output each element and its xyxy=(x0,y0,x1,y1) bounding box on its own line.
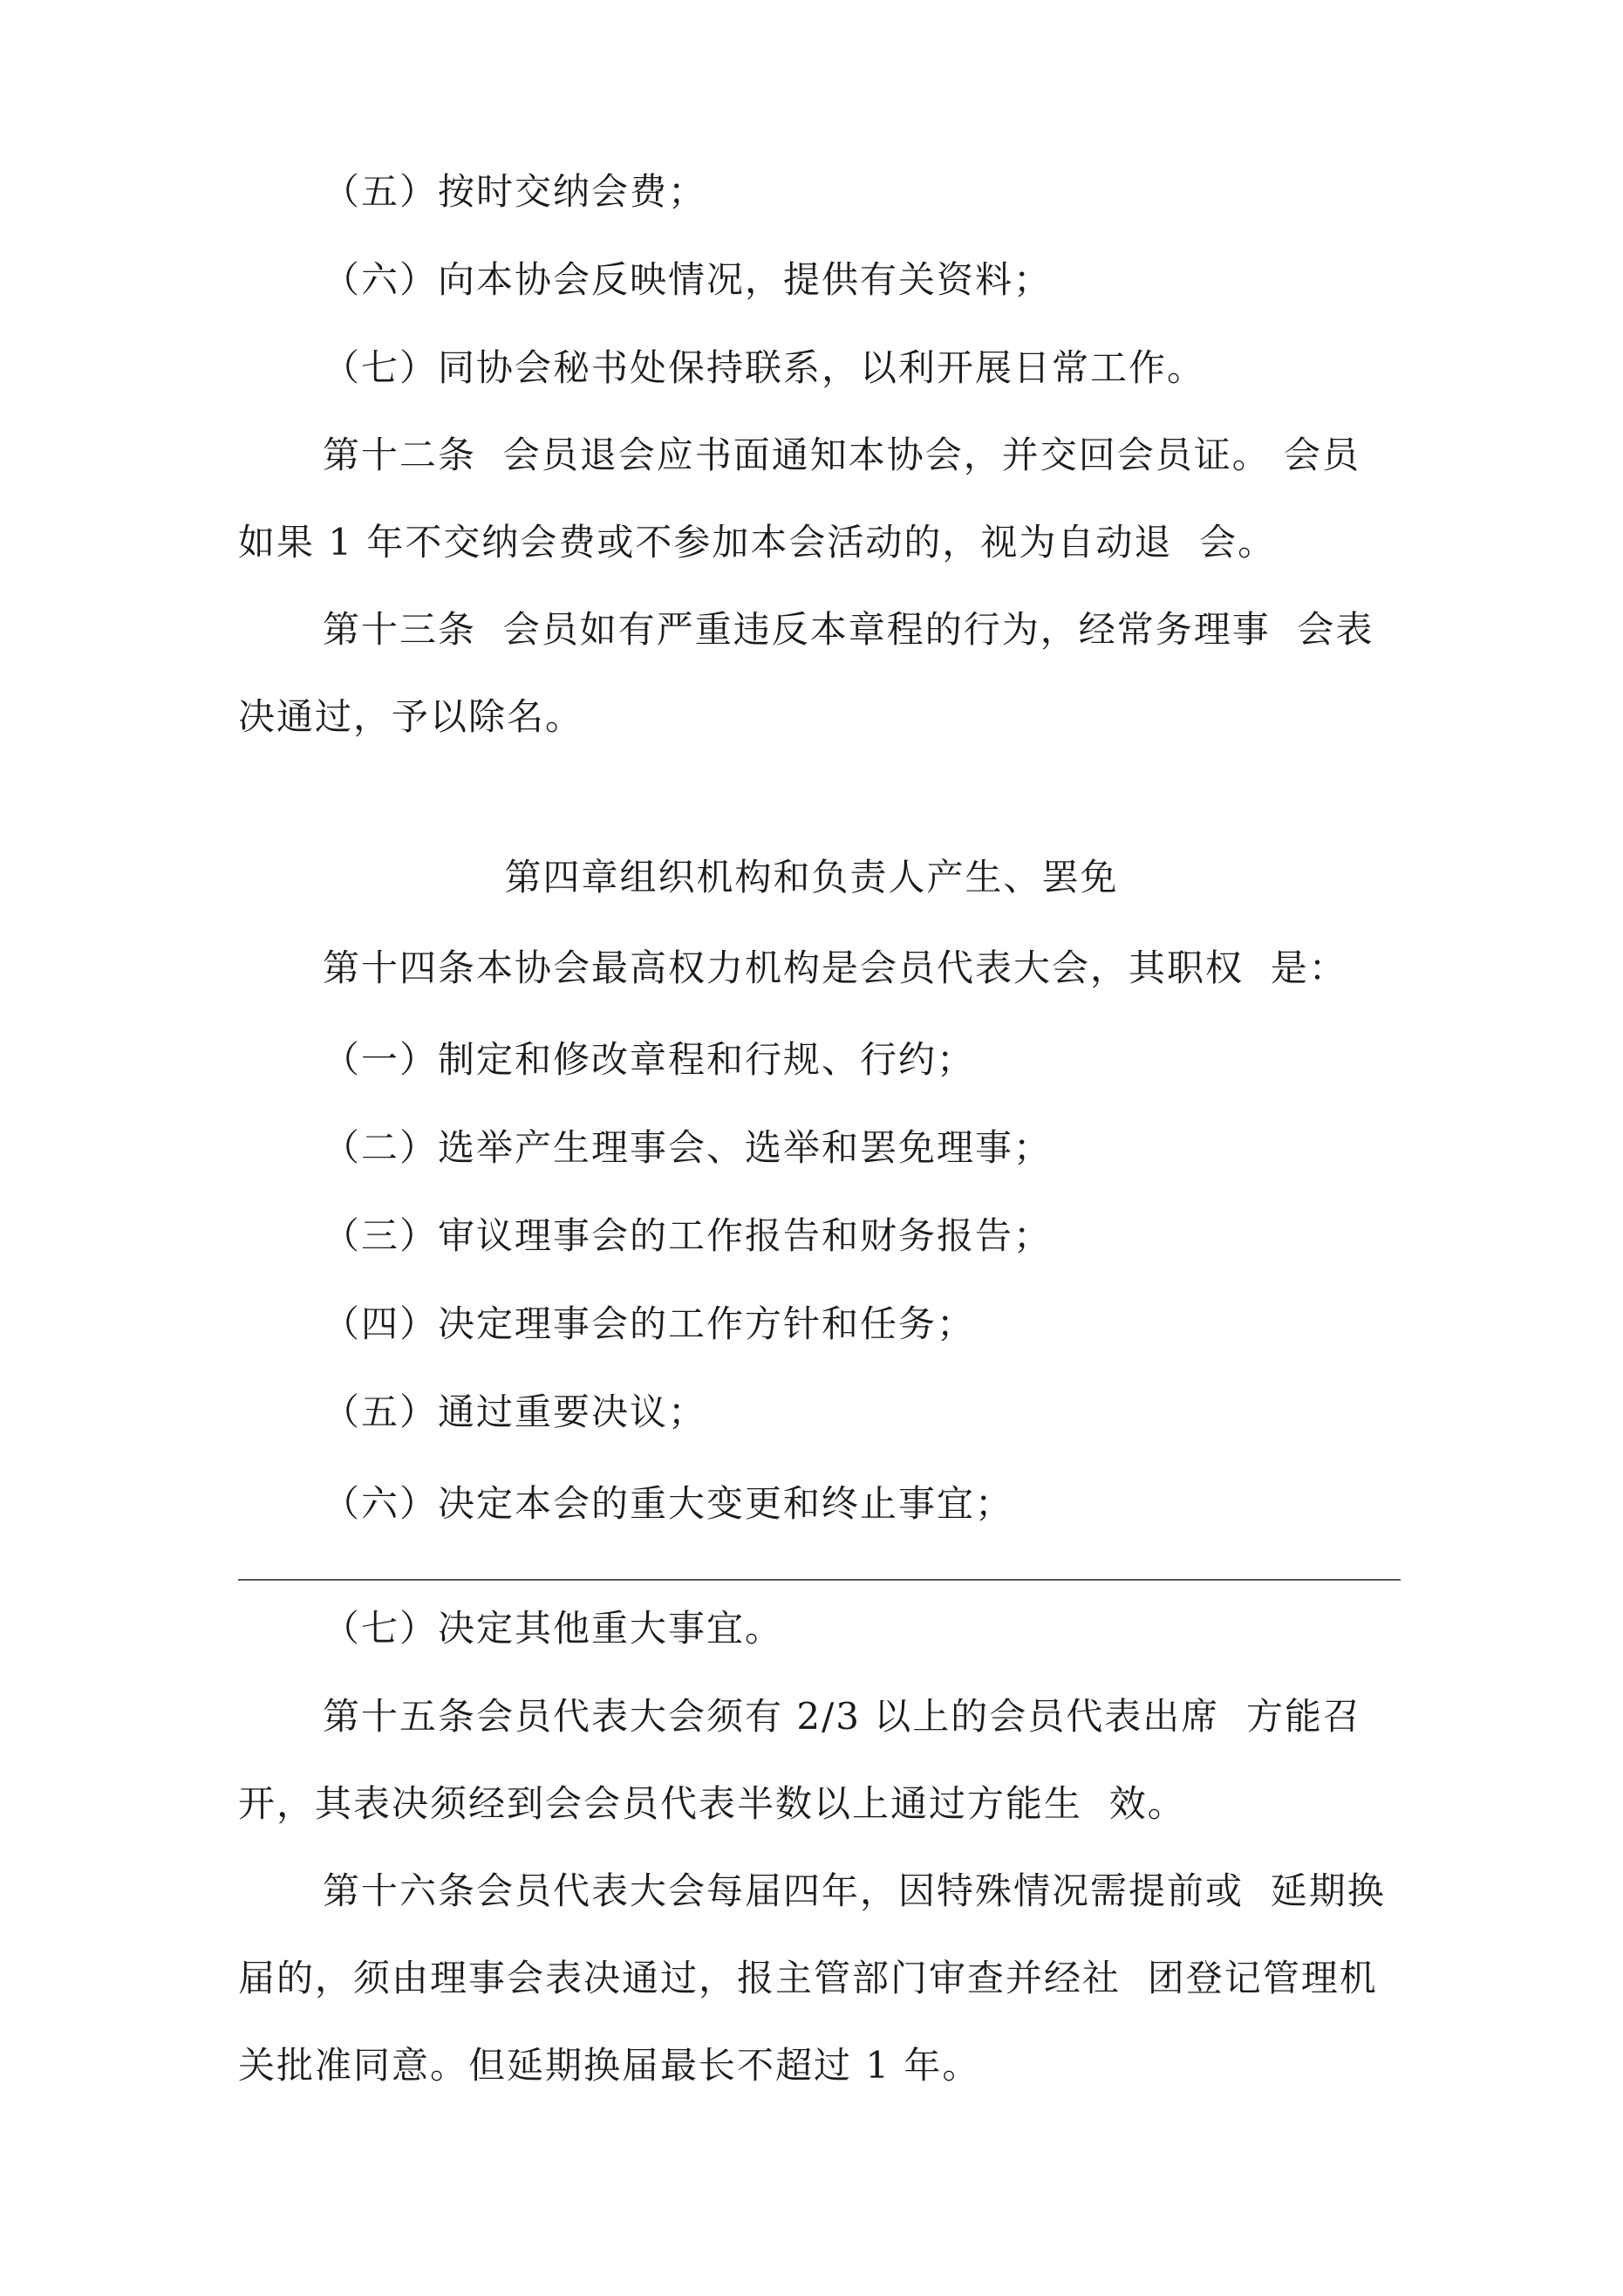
chapter-4-heading: 第四章组织机构和负责人产生、罢免 xyxy=(504,856,1119,899)
article-16-line-2: 届的，须由理事会表决通过，报主管部门审查并经社 团登记管理机 xyxy=(238,1957,1378,1999)
article-16-line-1: 第十六条会员代表大会每届四年，因特殊情况需提前或 延期换 xyxy=(323,1869,1386,1912)
power-7: （七）决定其他重大事宜。 xyxy=(323,1607,784,1650)
power-6: （六）决定本会的重大变更和终止事宜； xyxy=(323,1482,1014,1525)
power-1: （一）制定和修改章程和行规、行约； xyxy=(323,1038,976,1081)
article-13-line-2: 决通过，予以除名。 xyxy=(238,695,584,738)
clause-5-pay-dues: （五）按时交纳会费； xyxy=(323,170,707,213)
article-12-line-1: 第十二条 会员退会应书面通知本协会，并交回会员证。 会员 xyxy=(323,434,1361,476)
article-12-line-2: 如果 1 年不交纳会费或不参加本会活动的，视为自动退 会。 xyxy=(238,521,1277,564)
clause-7-keep-contact: （七）同协会秘书处保持联系，以利开展日常工作。 xyxy=(323,346,1206,389)
article-13-line-1: 第十三条 会员如有严重违反本章程的行为，经常务理事 会表 xyxy=(323,608,1374,651)
power-5: （五）通过重要决议； xyxy=(323,1391,707,1433)
article-16-line-3: 关批准同意。但延期换届最长不超过 1 年。 xyxy=(238,2044,981,2087)
article-14-line: 第十四条本协会最高权力机构是会员代表大会，其职权 是： xyxy=(323,946,1347,989)
power-2: （二）选举产生理事会、选举和罢免理事； xyxy=(323,1126,1053,1169)
clause-6-report-info: （六）向本协会反映情况，提供有关资料； xyxy=(323,258,1053,301)
article-15-line-1: 第十五条会员代表大会须有 2/3 以上的会员代表出席 方能召 xyxy=(323,1695,1361,1738)
page-divider xyxy=(238,1579,1401,1581)
power-4: （四）决定理事会的工作方针和任务； xyxy=(323,1302,976,1345)
article-15-line-2: 开，其表决须经到会会员代表半数以上通过方能生 效。 xyxy=(238,1782,1186,1825)
power-3: （三）审议理事会的工作报告和财务报告； xyxy=(323,1214,1053,1257)
